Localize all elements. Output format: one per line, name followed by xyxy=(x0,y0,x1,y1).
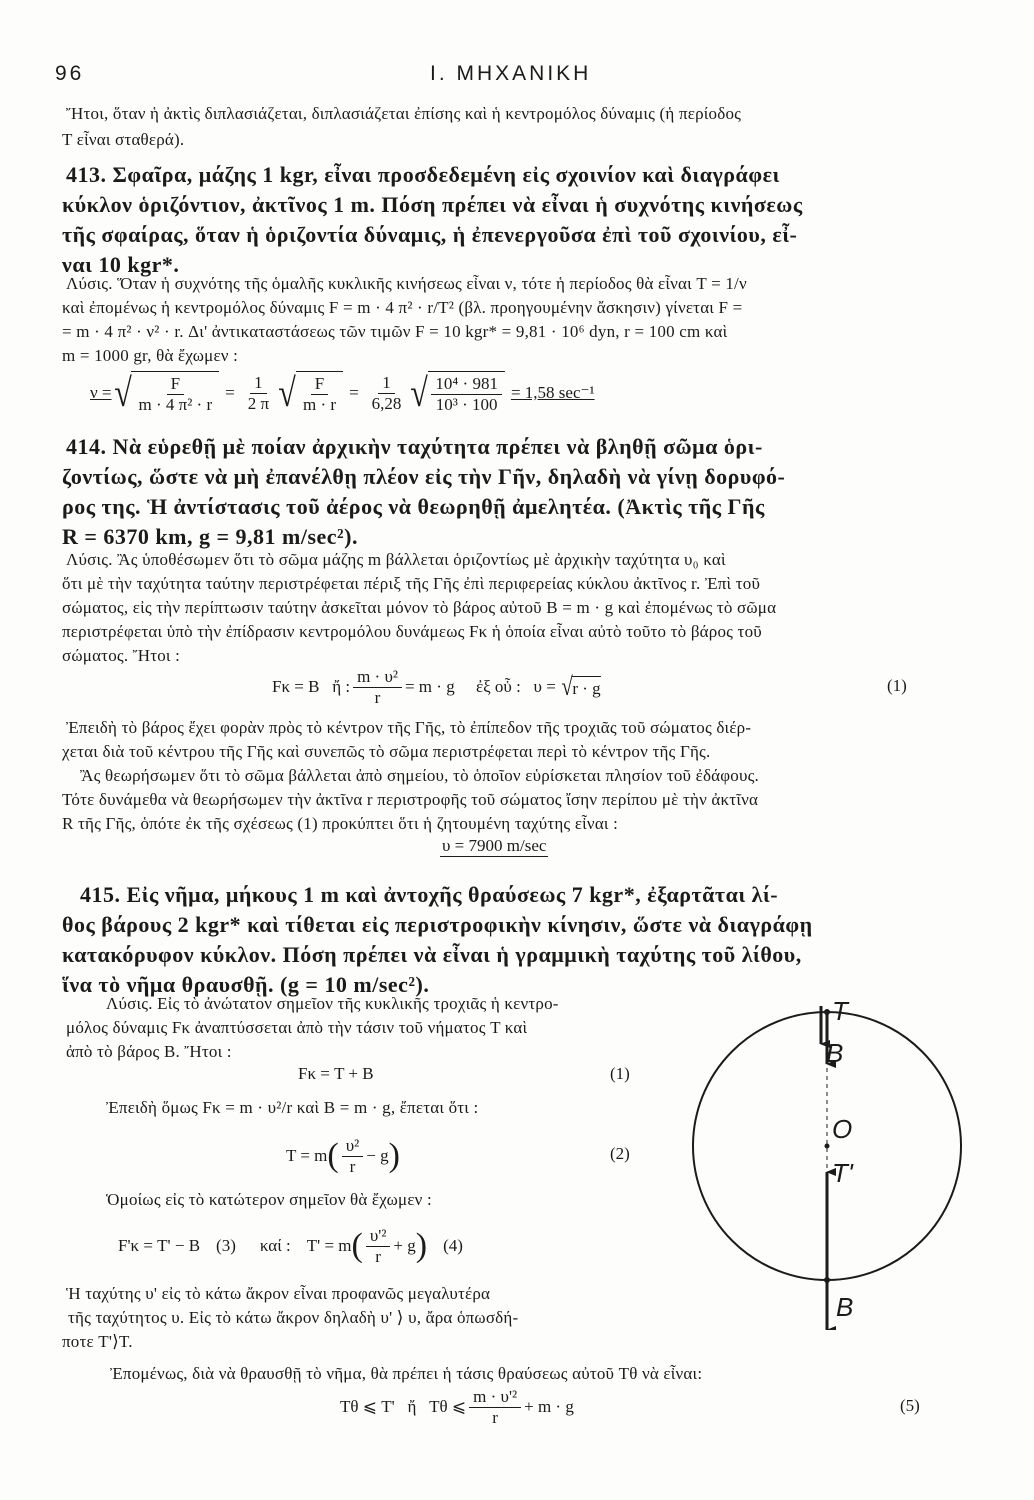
problem-415-title-2: θος βάρους 2 kgr* καὶ τίθεται εἰς περιστροφικὴν κίνησιν, ὥστε νὰ διαγράφῃ xyxy=(62,912,813,937)
label-T: T xyxy=(832,996,848,1026)
eqA-tag: (1) xyxy=(610,1064,630,1083)
eqC-mid: καί : xyxy=(259,1236,291,1255)
compare-line-2: τῆς ταχύτητος υ. Εἰς τὸ κάτω ἄκρον δηλαδὴ υ' ⟩ υ, ἄρα ὁπωσδή- xyxy=(68,1308,519,1327)
eqC xyxy=(118,1224,463,1268)
problem-414-title-3: ρος της. Ἡ ἀντίστασις τοῦ ἀέρος νὰ θεωρηθῇ ἀμελητέα. (Ἀκτὶς τῆς Γῆς xyxy=(62,494,765,519)
compare-line-3: ποτε T'⟩T. xyxy=(62,1332,133,1351)
problem-415-title-1: 415. Εἰς νῆμα, μήκους 1 m καὶ ἀντοχῆς θραύσεως 7 kgr*, ἐξαρτᾶται λί- xyxy=(80,882,779,907)
line-lower: Ὁμοίως εἰς τὸ κατώτερον σημεῖον θὰ ἔχωμεν : xyxy=(106,1190,432,1209)
eq-one-2: 1 xyxy=(378,373,395,394)
problem-413-solution-1: Λύσις. Ὅταν ἡ συχνότης τῆς ὁμαλῆς κυκλικῆς κινήσεως εἶναι ν, τότε ἡ περίοδος θὰ εἶναι T = 1/ν xyxy=(66,274,747,293)
problem-414-title-2: ζοντίως, ὥστε νὰ μὴ ἐπανέλθῃ πλέον εἰς τὴν Γῆν, δηλαδὴ νὰ γίνῃ δορυφό- xyxy=(62,464,786,489)
problem-415-title-4: ἵνα τὸ νῆμα θραυσθῇ. (g = 10 m/sec²). xyxy=(62,972,430,997)
bottom-point xyxy=(824,1277,830,1283)
problem-414-after-4: Τότε δυνάμεθα νὰ θεωρήσωμεν τὴν ἀκτῖνα r περιστροφῆς τοῦ σώματος ἴσην περίπου μὲ τὴν ἀκτῖνα xyxy=(62,790,759,809)
problem-415-solution-3: ἀπὸ τὸ βάρος B. Ἤτοι : xyxy=(66,1042,232,1061)
eq-result: = 1,58 sec⁻¹ xyxy=(510,383,595,402)
sqrt-1: √ $\frac{F}{\text{m · 4 π² · r}}$ xyxy=(112,371,220,415)
eqD-lhs: Tθ ⩽ T' ἤ Tθ ⩽ xyxy=(340,1397,467,1416)
eqB xyxy=(286,1134,400,1178)
eq-equals-2: = xyxy=(349,383,359,402)
eq-equals-1: = xyxy=(225,383,235,402)
eqC-lhs: F'κ = T' − B xyxy=(118,1236,201,1255)
eq1-lhs: Fκ = B ἤ : xyxy=(272,677,351,696)
problem-414-solution-3: σώματος, εἰς τὴν περίπτωσιν ταύτην ἀσκεῖται μόνον τὸ βάρος αὐτοῦ B = m · g καὶ ἐπομένως τὸ σῶμα xyxy=(62,598,777,617)
top-point xyxy=(824,1009,830,1015)
eq-F2: F xyxy=(311,374,328,395)
problem-414-solution-5: σώματος. Ἤτοι : xyxy=(62,646,181,665)
center-point-O xyxy=(825,1144,830,1149)
eqC-tag3: (3) xyxy=(216,1236,236,1255)
paren-open-2: ( xyxy=(351,1227,363,1264)
problem-414-title-1: 414. Νὰ εὑρεθῇ μὲ ποίαν ἀρχικὴν ταχύτητα πρέπει νὰ βληθῇ σῶμα ὁρι- xyxy=(66,434,763,459)
eq1-den: r xyxy=(374,687,381,707)
eqC-den: r xyxy=(375,1246,381,1266)
sqrt-rg: √ r · g xyxy=(561,672,601,701)
eqD-rest: + m · g xyxy=(524,1397,574,1416)
eqC-lhs2: T' = m xyxy=(306,1236,352,1255)
problem-413-title-4: ναι 10 kgr*. xyxy=(62,252,180,277)
eqB-rest: − g xyxy=(366,1146,389,1165)
problem-414-equation-1 xyxy=(272,664,601,710)
eq-mr: m · r xyxy=(303,395,337,414)
chapter-title: Ι. ΜΗΧΑΝΙΚΗ xyxy=(430,62,592,85)
label-O: O xyxy=(832,1114,853,1144)
problem-413-title-1: 413. Σφαῖρα, μάζης 1 kgr, εἶναι προσδεδεμένη εἰς σχοινίον καὶ διαγράφει xyxy=(66,162,780,187)
intro-line-1: Ἤτοι, ὅταν ἡ ἀκτὶς διπλασιάζεται, διπλασιάζεται ἐπίσης καὶ ἡ κεντρομόλος δύναμις (ἡ περίοδος xyxy=(66,104,742,123)
eq1-sqrt: r · g xyxy=(572,676,600,699)
problem-415-solution-2: μόλος δύναμις Fκ ἀναπτύσσεται ἀπὸ τὴν τάσιν τοῦ νήματος T καὶ xyxy=(66,1018,528,1037)
eqB-den: r xyxy=(349,1156,356,1176)
problem-414-after-1: Ἐπειδὴ τὸ βάρος ἔχει φορὰν πρὸς τὸ κέντρον τῆς Γῆς, τὸ ἐπίπεδον τῆς τροχιᾶς τοῦ σώματος διέρ- xyxy=(66,718,752,737)
compare-line-1: Ἡ ταχύτης υ' εἰς τὸ κάτω ἄκρον εἶναι προφανῶς μεγαλυτέρα xyxy=(66,1284,491,1303)
problem-413-title-2: κύκλον ὁριζόντιον, ἀκτῖνος 1 m. Πόση πρέπει νὰ εἶναι ἡ συχνότης κινήσεως xyxy=(62,192,803,217)
problem-414-after-2: χεται διὰ τοῦ κέντρου τῆς Γῆς καὶ συνεπῶς τὸ σῶμα περιστρέφεται περὶ τὸ κέντρον τῆς Γῆς. xyxy=(62,742,711,761)
eq1-rest: = m · g ἐξ οὗ : υ = xyxy=(404,677,561,696)
eqB-lhs: T = m xyxy=(286,1146,328,1165)
eq-two-pi: 2 π xyxy=(247,393,270,413)
eq-num: 10⁴ · 981 xyxy=(431,374,502,395)
problem-414-result: υ = 7900 m/sec xyxy=(442,836,547,855)
problem-415-title-3: κατακόρυφον κύκλον. Πόση πρέπει νὰ εἶναι ἡ γραμμικὴ ταχύτης τοῦ λίθου, xyxy=(62,942,802,967)
eqD-tag: (5) xyxy=(900,1396,920,1415)
label-T-prime: T' xyxy=(832,1158,853,1188)
eqB-num: υ² xyxy=(342,1136,364,1157)
eqC-tag4: (4) xyxy=(443,1236,463,1255)
problem-414-solution-2: ὅτι μὲ τὴν ταχύτητα ταύτην περιστρέφεται πέριξ τῆς Γῆς ἐπὶ περιφερείας κύκλου ἀκτῖνος r. Ἐπὶ τοῦ xyxy=(62,574,761,593)
problem-414-solution-4: περιστρέφεται ὑπὸ τὴν ἐπίδρασιν κεντρομόλου δυνάμεως Fκ ἡ ὁποία εἶναι αὐτὸ τοῦτο τὸ βάρος τοῦ xyxy=(62,622,762,641)
sqrt-2: √ $\frac{F}{m \cdot r}$ xyxy=(276,371,343,415)
final-line: Ἐπομένως, διὰ νὰ θραυσθῇ τὸ νῆμα, θὰ πρέπει ἡ τάσις θραύσεως αὐτοῦ Tθ νὰ εἶναι: xyxy=(110,1364,703,1383)
eqC-rest: + g xyxy=(393,1236,416,1255)
eq1-num: m · υ² xyxy=(353,667,402,688)
problem-413-title-3: τῆς σφαίρας, ὅταν ἡ ὁριζοντία δύναμις, ἡ ἐπενεργοῦσα ἐπὶ τοῦ σχοινίου, εἶ- xyxy=(62,222,798,247)
eqA: Fκ = T + B xyxy=(298,1064,374,1083)
problem-414-after-5: R τῆς Γῆς, ὁπότε ἐκ τῆς σχέσεως (1) προκύπτει ὅτι ἡ ζητουμένη ταχύτης εἶναι : xyxy=(62,814,619,833)
paren-close-2: ) xyxy=(415,1227,428,1264)
eq-m4pi2r: m · 4 π² · r xyxy=(138,395,213,414)
intro-line-2: Τ εἶναι σταθερά). xyxy=(62,130,185,149)
eq-F: F xyxy=(167,374,184,395)
label-B-bottom: B xyxy=(836,1292,854,1322)
eq-628: 6,28 xyxy=(371,393,402,413)
label-B-top: B xyxy=(826,1038,844,1068)
problem-415-solution-1: Λύσις. Εἰς τὸ ἀνώτατον σημεῖον τῆς κυκλικῆς τροχιᾶς ἡ κεντρο- xyxy=(106,994,559,1013)
eqD-num: m · υ'² xyxy=(469,1387,521,1408)
eq1-tag: (1) xyxy=(887,676,907,695)
sqrt-3: √ $\frac{\text{10⁴ · 981}}{\text{10³ · 100}}$ xyxy=(408,371,505,415)
problem-413-solution-4: m = 1000 gr, θὰ ἔχωμεν : xyxy=(62,346,239,365)
problem-414-after-3: Ἂς θεωρήσωμεν ὅτι τὸ σῶμα βάλλεται ἀπὸ σημείου, τὸ ὁποῖον εὑρίσκεται πλησίον τοῦ ἐδάφους. xyxy=(80,766,759,785)
problem-413-solution-2: καὶ ἐπομένως ἡ κεντρομόλος δύναμις F = m · 4 π² · r/T² (βλ. προηγουμένην ἄσκησιν) γίνεται F = xyxy=(62,298,743,317)
eq-nu: ν = xyxy=(90,383,112,402)
eq-den: 10³ · 100 xyxy=(435,395,498,414)
problem-414-title-4: R = 6370 km, g = 9,81 m/sec²). xyxy=(62,524,358,549)
problem-414-solution-1: Λύσις. Ἂς ὑποθέσωμεν ὅτι τὸ σῶμα μάζης m βάλλεται ὁριζοντίως μὲ ἀρχικὴν ταχύτητα υ₀ καὶ xyxy=(66,550,726,569)
line-after-eqA: Ἐπειδὴ ὅμως Fκ = m · υ²/r καὶ B = m · g, ἔπεται ὅτι : xyxy=(106,1098,479,1117)
page-number: 96 xyxy=(55,62,85,85)
problem-413-solution-3: = m · 4 π² · ν² · r. Δι' ἀντικαταστάσεως τῶν τιμῶν F = 10 kgr* = 9,81 · 10⁶ dyn, r = 100 cm καὶ xyxy=(62,322,728,341)
eqB-tag: (2) xyxy=(610,1144,630,1163)
problem-413-equation xyxy=(90,368,595,418)
paren-close: ) xyxy=(388,1137,400,1174)
eqD-den: r xyxy=(492,1407,498,1427)
eqD xyxy=(340,1384,574,1430)
paren-open: ( xyxy=(327,1137,339,1174)
eqC-num: υ'² xyxy=(366,1226,391,1247)
eq-one: 1 xyxy=(250,373,267,394)
